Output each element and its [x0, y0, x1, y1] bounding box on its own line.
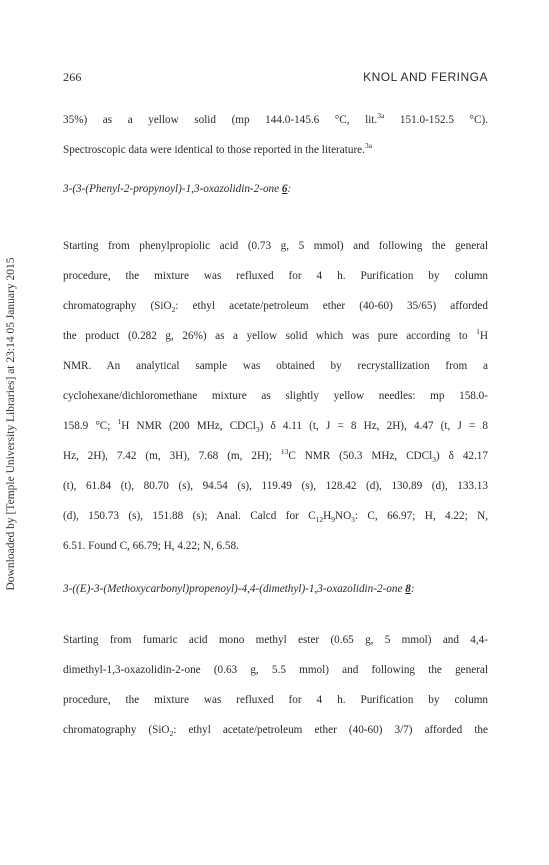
- page-number: 266: [63, 70, 82, 84]
- compound-6-paragraph: [63, 231, 488, 561]
- text-line: (t), 61.84 (t), 80.70 (s), 94.54 (s), 119.49 (s), 128.42 (d), 130.89 (d), 133.13: [63, 480, 488, 492]
- text-line: chromatography (SiO$_2$: ethyl acetate/petroleum ether (40-60) 35/65) afforded: [63, 300, 488, 314]
- text-line: Spectroscopic data were identical to those reported in the literature.$^{3a}$: [63, 141, 373, 156]
- compound-number: 8: [405, 583, 411, 595]
- running-head: KNOL AND FERINGA: [363, 70, 488, 84]
- text-line: the product (0.282 g, 26%) as a yellow solid which was pure according to $^1$H: [63, 327, 488, 342]
- text-line: dimethyl-1,3-oxazolidin-2-one (0.63 g, 5.5 mmol) and following the general: [63, 664, 488, 676]
- text-line: NMR. An analytical sample was obtained by recrystallization from a: [63, 360, 488, 372]
- text-line: 35%) as a yellow solid (mp 144.0-145.6 °C, lit.$^{3a}$ 151.0-152.5 °C).: [63, 111, 488, 126]
- text-line: chromatography (SiO$_2$: ethyl acetate/petroleum ether (40-60) 3/7) afforded the: [63, 724, 488, 738]
- compound-8-paragraph: [63, 625, 488, 745]
- text-line: (d), 150.73 (s), 151.88 (s); Anal. Calcd for $C_{12}H_9NO_3$: C, 66.97; H, 4.22; N,: [63, 510, 488, 524]
- text-line: procedure, the mixture was refluxed for 4 h. Purification by column: [63, 694, 488, 706]
- download-watermark: [4, 176, 18, 672]
- text-line: procedure, the mixture was refluxed for 4 h. Purification by column: [63, 270, 488, 282]
- text-line: Starting from phenylpropiolic acid (0.73 g, 5 mmol) and following the general: [63, 240, 488, 252]
- text-line: 6.51. Found C, 66.79; H, 4.22; N, 6.58.: [63, 540, 239, 552]
- compound-number: 6: [281, 183, 288, 195]
- text-line: cyclohexane/dichloromethane mixture as slightly yellow needles: mp 158.0-: [63, 390, 488, 402]
- text-line: 158.9 °C; $^1$H NMR (200 MHz, CDCl$_3$) δ 4.11 (t, J = 8 Hz, 2H), 4.47 (t, J = 8: [63, 417, 488, 434]
- page-content: [63, 70, 488, 745]
- intro-paragraph: [63, 105, 488, 165]
- page-header: [63, 70, 488, 85]
- download-watermark-text: Downloaded by [Temple University Libraries] at 23:14 05 January 2015: [5, 257, 17, 591]
- text-line: Hz, 2H), 7.42 (m, 3H), 7.68 (m, 2H); $^{13}$C NMR (50.3 MHz, CDCl$_3$) δ 42.17: [63, 447, 488, 464]
- compound-8-title: 3-((E)-3-(Methoxycarbonyl)propenoyl)-4,4-(dimethyl)-1,3-oxazolidin-2-one 8:: [63, 583, 415, 595]
- text-line: Starting from fumaric acid mono methyl ester (0.65 g, 5 mmol) and 4,4-: [63, 634, 488, 646]
- compound-6-title: 3-(3-(Phenyl-2-propynoyl)-1,3-oxazolidin-2-one 6:: [63, 183, 292, 195]
